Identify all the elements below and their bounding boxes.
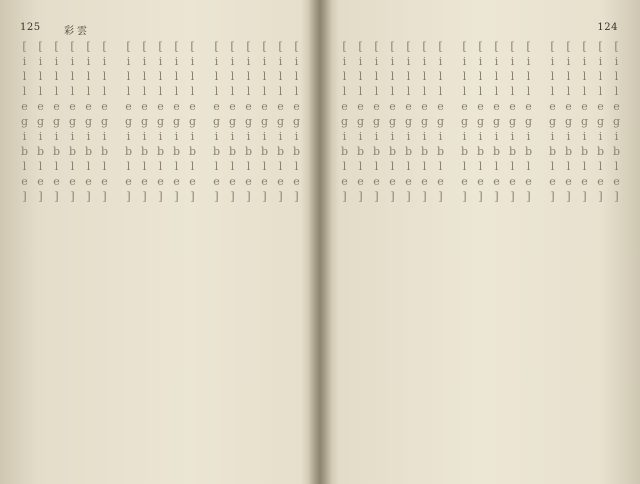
text-column: [illegible] xyxy=(34,40,47,205)
paragraph-gap xyxy=(112,40,120,460)
text-column: [illegible] xyxy=(18,40,31,205)
text-column: [illegible] xyxy=(418,40,431,205)
text-column: [illegible] xyxy=(138,40,151,205)
right-page xyxy=(320,0,640,484)
text-column: [illegible] xyxy=(522,40,535,205)
text-column: [illegible] xyxy=(402,40,415,205)
running-head: 彩雲 xyxy=(64,26,90,37)
text-column: [illegible] xyxy=(610,40,623,205)
text-column: [illegible] xyxy=(66,40,79,205)
text-column: [illegible] xyxy=(354,40,367,205)
text-column: [illegible] xyxy=(274,40,287,205)
text-column: [illegible] xyxy=(578,40,591,205)
text-column: [illegible] xyxy=(210,40,223,205)
text-column: [illegible] xyxy=(474,40,487,205)
text-column: [illegible] xyxy=(258,40,271,205)
text-column: [illegible] xyxy=(506,40,519,205)
text-column: [illegible] xyxy=(82,40,95,205)
page-number: 124 xyxy=(597,22,618,33)
text-column: [illegible] xyxy=(562,40,575,205)
text-column: [illegible] xyxy=(170,40,183,205)
text-column: [illegible] xyxy=(490,40,503,205)
page-number: 125 xyxy=(20,22,41,33)
text-column: [illegible] xyxy=(154,40,167,205)
left-page-body xyxy=(14,40,304,460)
text-column: [illegible] xyxy=(434,40,447,205)
text-column: [illegible] xyxy=(226,40,239,205)
text-column: [illegible] xyxy=(242,40,255,205)
paragraph-gap xyxy=(536,40,544,460)
paragraph-gap xyxy=(448,40,456,460)
paragraph-gap xyxy=(200,40,208,460)
text-column: [illegible] xyxy=(338,40,351,205)
text-column: [illegible] xyxy=(290,40,303,205)
text-column: [illegible] xyxy=(50,40,63,205)
text-column: [illegible] xyxy=(386,40,399,205)
text-column: [illegible] xyxy=(546,40,559,205)
text-column: [illegible] xyxy=(370,40,383,205)
text-column: [illegible] xyxy=(98,40,111,205)
right-page-body xyxy=(334,40,624,460)
text-column: [illegible] xyxy=(594,40,607,205)
text-column: [illegible] xyxy=(186,40,199,205)
text-column: [illegible] xyxy=(458,40,471,205)
text-column: [illegible] xyxy=(122,40,135,205)
